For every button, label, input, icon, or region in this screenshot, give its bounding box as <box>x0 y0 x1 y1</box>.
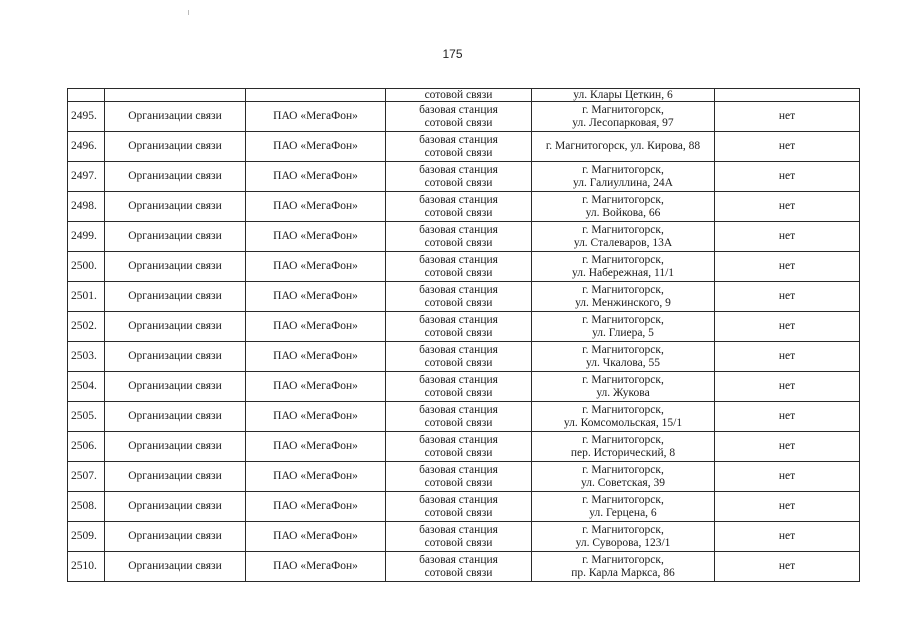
cell-category: Организации связи <box>105 252 246 282</box>
cell-organization: ПАО «МегаФон» <box>246 522 386 552</box>
table-row <box>68 342 860 372</box>
cell-organization: ПАО «МегаФон» <box>246 312 386 342</box>
cell-number: 2505. <box>68 402 105 432</box>
page-number: 175 <box>442 47 463 61</box>
address-line-2: ул. Советская, 39 <box>581 476 665 489</box>
cell-category: Организации связи <box>105 492 246 522</box>
cell-number: 2495. <box>68 102 105 132</box>
address-line-1: г. Магнитогорск, <box>582 343 664 356</box>
table-row <box>68 132 860 162</box>
address-line-1: г. Магнитогорск, <box>582 493 664 506</box>
object-type-line-2: сотовой связи <box>424 446 493 459</box>
object-type-line-2: сотовой связи <box>424 146 493 159</box>
cell-number: 2503. <box>68 342 105 372</box>
cell-value: нет <box>715 552 860 582</box>
table-row <box>68 162 860 192</box>
cell-value: нет <box>715 432 860 462</box>
cell-category: Организации связи <box>105 372 246 402</box>
table-row <box>68 102 860 132</box>
table-row <box>68 402 860 432</box>
cell-organization: ПАО «МегаФон» <box>246 372 386 402</box>
cell-address <box>532 192 715 222</box>
object-type-line-1: базовая станция <box>419 463 498 476</box>
cell-category: Организации связи <box>105 132 246 162</box>
address-line-1: г. Магнитогорск, <box>582 313 664 326</box>
cell-value: нет <box>715 462 860 492</box>
cell-number: 2497. <box>68 162 105 192</box>
object-type-line-2: сотовой связи <box>424 416 493 429</box>
table-row <box>68 312 860 342</box>
cell-object-type <box>386 192 532 222</box>
registry-table <box>67 88 860 582</box>
address-line-1: г. Магнитогорск, <box>582 433 664 446</box>
cell-value <box>715 89 860 102</box>
table-row <box>68 432 860 462</box>
cell-address <box>532 372 715 402</box>
cell-object-type <box>386 372 532 402</box>
cell-organization: ПАО «МегаФон» <box>246 552 386 582</box>
cell-organization: ПАО «МегаФон» <box>246 432 386 462</box>
object-type-line-1: базовая станция <box>419 523 498 536</box>
cell-address <box>532 462 715 492</box>
cell-address <box>532 342 715 372</box>
cell-number: 2499. <box>68 222 105 252</box>
address-line-2: ул. Комсомольская, 15/1 <box>563 416 683 429</box>
address-line-2: ул. Войкова, 66 <box>585 206 661 219</box>
object-type-line-2: сотовой связи <box>424 206 493 219</box>
object-type-line-2: сотовой связи <box>424 326 493 339</box>
cell-value: нет <box>715 222 860 252</box>
cell-address <box>532 132 715 162</box>
cell-address <box>532 222 715 252</box>
cell-category: Организации связи <box>105 462 246 492</box>
address-line-2: ул. Менжинского, 9 <box>575 296 671 309</box>
registry-table-body <box>68 89 860 582</box>
object-type-line-1: базовая станция <box>419 133 498 146</box>
address-line-1: г. Магнитогорск, <box>582 373 664 386</box>
object-type-line-2: сотовой связи <box>424 266 493 279</box>
table-row <box>68 222 860 252</box>
address-line-2: ул. Галиуллина, 24А <box>573 176 673 189</box>
object-type-line-1: базовая станция <box>419 193 498 206</box>
object-type-line-2: сотовой связи <box>424 116 493 129</box>
object-type-line-2: сотовой связи <box>424 386 493 399</box>
object-type-line-1: базовая станция <box>419 493 498 506</box>
cell-address <box>532 492 715 522</box>
cell-organization <box>246 89 386 102</box>
object-type-line-1: базовая станция <box>419 433 498 446</box>
object-type-line-2: сотовой связи <box>424 236 493 249</box>
object-type-line-1: базовая станция <box>419 223 498 236</box>
cell-category: Организации связи <box>105 162 246 192</box>
cell-category <box>105 89 246 102</box>
table-row <box>68 372 860 402</box>
cell-value: нет <box>715 162 860 192</box>
cell-value: нет <box>715 252 860 282</box>
object-type-line-1: базовая станция <box>419 373 498 386</box>
cell-number: 2510. <box>68 552 105 582</box>
cell-organization: ПАО «МегаФон» <box>246 282 386 312</box>
object-type-line-1: базовая станция <box>419 553 498 566</box>
cell-category: Организации связи <box>105 402 246 432</box>
cell-object-type <box>386 102 532 132</box>
address-line-1: г. Магнитогорск, <box>582 223 664 236</box>
cell-organization: ПАО «МегаФон» <box>246 252 386 282</box>
address-line-2: ул. Набережная, 11/1 <box>571 266 675 279</box>
object-type-line-2: сотовой связи <box>424 356 493 369</box>
object-type-line-2: сотовой связи <box>424 536 493 549</box>
cell-address <box>532 102 715 132</box>
cell-category: Организации связи <box>105 102 246 132</box>
cell-category: Организации связи <box>105 342 246 372</box>
cell-address <box>532 432 715 462</box>
table-row <box>68 522 860 552</box>
cell-number: 2508. <box>68 492 105 522</box>
address-line-2: ул. Лесопарковая, 97 <box>572 116 674 129</box>
address-line-1: г. Магнитогорск, <box>582 253 664 266</box>
cell-value: нет <box>715 372 860 402</box>
address-line-2: ул. Сталеваров, 13А <box>573 236 673 249</box>
cell-organization: ПАО «МегаФон» <box>246 222 386 252</box>
cell-object-type <box>386 132 532 162</box>
address-line-2: пер. Исторический, 8 <box>570 446 676 459</box>
cell-object-type <box>386 252 532 282</box>
continuation-row <box>68 89 860 102</box>
table-row <box>68 192 860 222</box>
cell-category: Организации связи <box>105 552 246 582</box>
object-type-line-2: сотовой связи <box>424 476 493 489</box>
address-line-1: г. Магнитогорск, <box>582 103 664 116</box>
cell-organization: ПАО «МегаФон» <box>246 192 386 222</box>
cell-category: Организации связи <box>105 432 246 462</box>
cell-organization: ПАО «МегаФон» <box>246 132 386 162</box>
cell-object-type <box>386 432 532 462</box>
scan-mark <box>188 10 189 15</box>
cell-organization: ПАО «МегаФон» <box>246 402 386 432</box>
cell-number: 2496. <box>68 132 105 162</box>
cell-value: нет <box>715 312 860 342</box>
cell-category: Организации связи <box>105 192 246 222</box>
cell-number: 2500. <box>68 252 105 282</box>
cell-object-type <box>386 492 532 522</box>
cell-address <box>532 282 715 312</box>
cell-address: ул. Клары Цеткин, 6 <box>532 89 715 102</box>
cell-organization: ПАО «МегаФон» <box>246 492 386 522</box>
cell-number: 2498. <box>68 192 105 222</box>
address-line-2: ул. Жукова <box>596 386 650 399</box>
cell-number: 2504. <box>68 372 105 402</box>
cell-object-type <box>386 222 532 252</box>
address-line-2: ул. Суворова, 123/1 <box>575 536 671 549</box>
address-line-1: г. Магнитогорск, <box>582 463 664 476</box>
cell-address <box>532 522 715 552</box>
cell-number: 2507. <box>68 462 105 492</box>
cell-number: 2509. <box>68 522 105 552</box>
table-row <box>68 552 860 582</box>
address-line-2: ул. Герцена, 6 <box>589 506 657 519</box>
cell-organization: ПАО «МегаФон» <box>246 342 386 372</box>
cell-number: 2501. <box>68 282 105 312</box>
address-line-1: г. Магнитогорск, <box>582 403 664 416</box>
object-type-line-1: базовая станция <box>419 253 498 266</box>
cell-object-type <box>386 282 532 312</box>
object-type-line-1: базовая станция <box>419 343 498 356</box>
object-type-line-2: сотовой связи <box>424 296 493 309</box>
cell-number: 2506. <box>68 432 105 462</box>
cell-value: нет <box>715 402 860 432</box>
cell-value: нет <box>715 192 860 222</box>
cell-category: Организации связи <box>105 282 246 312</box>
object-type-line-2: сотовой связи <box>424 176 493 189</box>
object-type-line-1: базовая станция <box>419 403 498 416</box>
cell-category: Организации связи <box>105 222 246 252</box>
cell-value: нет <box>715 492 860 522</box>
cell-value: нет <box>715 102 860 132</box>
cell-object-type <box>386 462 532 492</box>
cell-object-type <box>386 552 532 582</box>
cell-object-type <box>386 522 532 552</box>
cell-value: нет <box>715 282 860 312</box>
address-line-2: ул. Глиера, 5 <box>592 326 654 339</box>
cell-organization: ПАО «МегаФон» <box>246 162 386 192</box>
object-type-line-1: базовая станция <box>419 283 498 296</box>
address-line-1: г. Магнитогорск, <box>582 553 664 566</box>
address-line-1: г. Магнитогорск, <box>582 283 664 296</box>
address-line-1: г. Магнитогорск, <box>582 163 664 176</box>
cell-organization: ПАО «МегаФон» <box>246 462 386 492</box>
cell-category: Организации связи <box>105 312 246 342</box>
address-line-1: г. Магнитогорск, ул. Кирова, 88 <box>545 140 701 152</box>
object-type-line-1: базовая станция <box>419 103 498 116</box>
cell-value: нет <box>715 522 860 552</box>
object-type-line-1: базовая станция <box>419 163 498 176</box>
cell-address <box>532 312 715 342</box>
cell-address <box>532 162 715 192</box>
cell-object-type <box>386 312 532 342</box>
object-type-line-2: сотовой связи <box>424 566 493 579</box>
cell-object-type <box>386 402 532 432</box>
object-type-line-1: базовая станция <box>419 313 498 326</box>
cell-category: Организации связи <box>105 522 246 552</box>
table-row <box>68 282 860 312</box>
address-line-2: ул. Чкалова, 55 <box>586 356 660 369</box>
cell-address <box>532 252 715 282</box>
cell-object-type: сотовой связи <box>386 89 532 102</box>
cell-address <box>532 402 715 432</box>
cell-number: 2502. <box>68 312 105 342</box>
cell-value: нет <box>715 132 860 162</box>
cell-organization: ПАО «МегаФон» <box>246 102 386 132</box>
address-line-2: пр. Карла Маркса, 86 <box>571 566 675 579</box>
table-row <box>68 252 860 282</box>
table-row <box>68 492 860 522</box>
cell-object-type <box>386 162 532 192</box>
cell-object-type <box>386 342 532 372</box>
cell-address <box>532 552 715 582</box>
address-line-1: г. Магнитогорск, <box>582 193 664 206</box>
cell-value: нет <box>715 342 860 372</box>
address-line-1: г. Магнитогорск, <box>582 523 664 536</box>
cell-number <box>68 89 105 102</box>
object-type-line-2: сотовой связи <box>424 506 493 519</box>
table-row <box>68 462 860 492</box>
